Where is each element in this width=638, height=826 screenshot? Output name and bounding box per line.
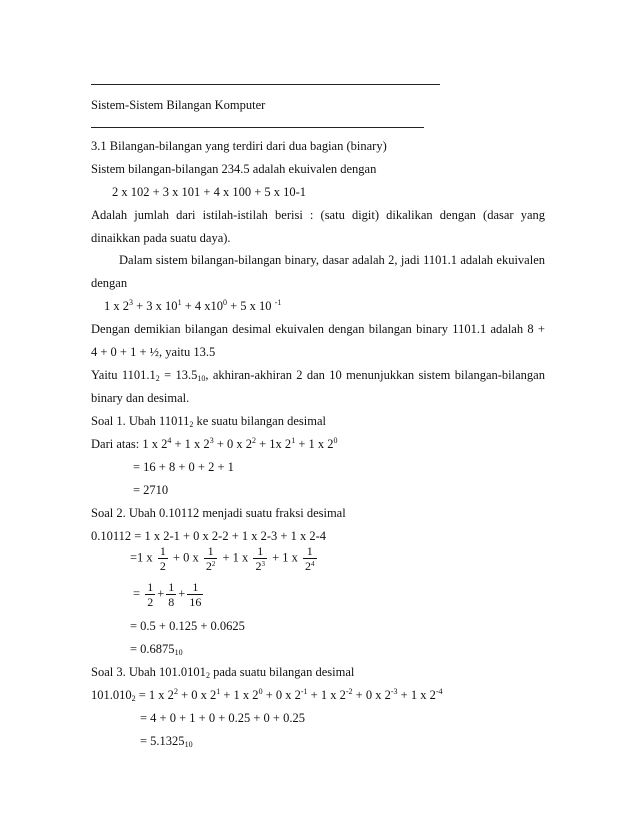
exponent: 1 [216,687,221,696]
subscript: 2 [189,420,194,429]
soal2-step4: = 0.5 + 0.125 + 0.0625 [130,619,245,633]
text-part: =1 x [130,550,153,565]
para3-line1: Dengan demikian bilangan desimal ekuivalen dengan bilangan binary 1101.1 adalah 8 + [91,322,545,336]
exponent: -1 [274,298,282,307]
numerator: 1 [207,544,214,558]
formula-part: + 3 x 10 [133,299,178,313]
soal1-step1 [91,437,338,452]
text-part: ke suatu bilangan desimal [193,414,326,428]
exponent: -3 [390,687,398,696]
numerator: 1 [159,544,166,558]
exponent: 3 [129,298,133,307]
soal3-step1 [91,688,443,703]
text-part: pada suatu bilangan desimal [209,665,355,679]
soal1-step2: = 16 + 8 + 0 + 2 + 1 [133,460,234,474]
exponent: 2 [173,687,178,696]
para2-formula [104,299,281,314]
para4-line1 [91,368,545,383]
soal3-title [91,665,354,680]
numerator: 1 [306,544,313,558]
denominator-base: 2 [305,559,311,573]
exponent: -2 [345,687,353,696]
denominator [204,558,218,573]
text-part: + 1 x [272,550,298,565]
denominator-base: 2 [205,559,212,573]
text-part: = 1 x 2 [135,688,174,702]
para1-line4: dinaikkan pada suatu daya). [91,231,231,245]
fraction [303,544,317,573]
fraction [253,544,267,573]
text-part: + 0 x 2 [213,437,252,451]
numerator: 1 [147,580,154,594]
fraction [187,580,203,609]
exponent: 1 [291,436,296,445]
exponent: 2 [252,436,256,445]
exponent: 3 [209,436,214,445]
para4-line2: binary dan desimal. [91,391,190,405]
text-part: + 0 x [172,550,199,565]
para1-line1: Sistem bilangan-bilangan 234.5 adalah ekuivalen dengan [91,162,377,176]
text-part: + 1 x [222,550,249,565]
text-part: + 1x 2 [256,437,292,451]
text-part: 101.010 [91,688,132,702]
soal2-step1: 0.10112 = 1 x 2-1 + 0 x 2-2 + 1 x 2-3 + 1 x 2-4 [91,529,327,543]
text-part: + 1 x 2 [220,688,259,702]
numerator: 1 [168,580,175,594]
para2-line2: dengan [91,276,128,290]
text-part: , akhiran-akhiran 2 dan 10 menunjukkan sistem bilangan-bilangan [205,368,545,382]
text-part: + 0 x 2 [262,688,301,702]
exponent: 1 [177,298,182,307]
denominator: 2 [159,559,166,573]
subscript: 2 [131,694,136,703]
text-part: = [133,586,141,601]
top-rule [91,84,440,85]
exponent: -1 [300,687,308,696]
numerator: 1 [192,580,199,594]
soal1-step3: = 2710 [133,483,169,497]
para2-line1: Dalam sistem bilangan-bilangan binary, dasar adalah 2, jadi 1101.1 adalah ekuivalen [119,253,545,267]
para1-formula: 2 x 102 + 3 x 101 + 4 x 100 + 5 x 10-1 [112,185,307,199]
subscript: 2 [155,374,160,383]
title-rule [91,127,424,128]
denominator: 16 [189,595,202,609]
subscript: 10 [174,648,183,657]
text-part: + 1 x 2 [307,688,346,702]
exponent: 2 [211,560,216,568]
fraction [158,544,168,573]
denominator [253,558,267,573]
exponent: 4 [167,436,172,445]
formula-part: 1 x 2 [104,299,129,313]
exponent: 0 [258,687,263,696]
exponent: 0 [223,298,227,307]
denominator [303,558,317,573]
exponent: 0 [333,436,338,445]
soal1-title [91,414,326,429]
numerator: 1 [257,544,264,558]
soal2-title: Soal 2. Ubah 0.10112 menjadi suatu fraksi desimal [91,506,346,520]
soal3-step2: = 4 + 0 + 1 + 0 + 0.25 + 0 + 0.25 [140,711,305,725]
soal3-step3 [140,734,193,749]
text-part: + 0 x 2 [352,688,391,702]
denominator: 2 [147,595,154,609]
document-title: Sistem-Sistem Bilangan Komputer [91,98,266,112]
text-part: Soal 1. Ubah 11011 [91,414,190,428]
subscript: 2 [205,671,210,680]
denominator: 8 [168,595,175,609]
exponent: 3 [261,560,265,568]
subscript: 10 [197,374,206,383]
formula-part: + 5 x 10 [227,299,275,313]
soal2-step5 [130,642,183,657]
fraction [145,580,155,609]
text-part: + 0 x 2 [177,688,217,702]
formula-part: + 4 x10 [181,299,223,313]
text-part: Soal 3. Ubah 101.0101 [91,665,206,679]
subscript: 10 [184,740,193,749]
fraction [204,544,218,573]
exponent: -4 [435,687,443,696]
text-part: + 1 x 2 [397,688,436,702]
text-part: = 13.5 [159,368,198,382]
para3-line2: 4 + 0 + 1 + ½, yaitu 13.5 [91,345,216,359]
text-part: Yaitu 1101.1 [91,368,156,382]
exponent: 4 [311,560,315,568]
text-part: = 0.6875 [130,642,175,656]
fraction [166,580,176,609]
soal2-fraction-row [130,544,319,573]
text-part: Dari atas: 1 x 2 [91,437,168,451]
denominator-base: 2 [255,559,262,573]
para1-line3: Adalah jumlah dari istilah-istilah berisi : (satu digit) dikalikan dengan (dasar yang [91,208,545,222]
text-part: + 1 x 2 [171,437,210,451]
section-heading: 3.1 Bilangan-bilangan yang terdiri dari dua bagian (binary) [91,139,387,153]
text-part: = 5.1325 [140,734,185,748]
soal2-fraction-sum: = $\frac{1}{2}$ + $\frac{1}{8}$ + $\frac{1}{16}$ [133,580,202,609]
text-part: + 1 x 2 [295,437,334,451]
